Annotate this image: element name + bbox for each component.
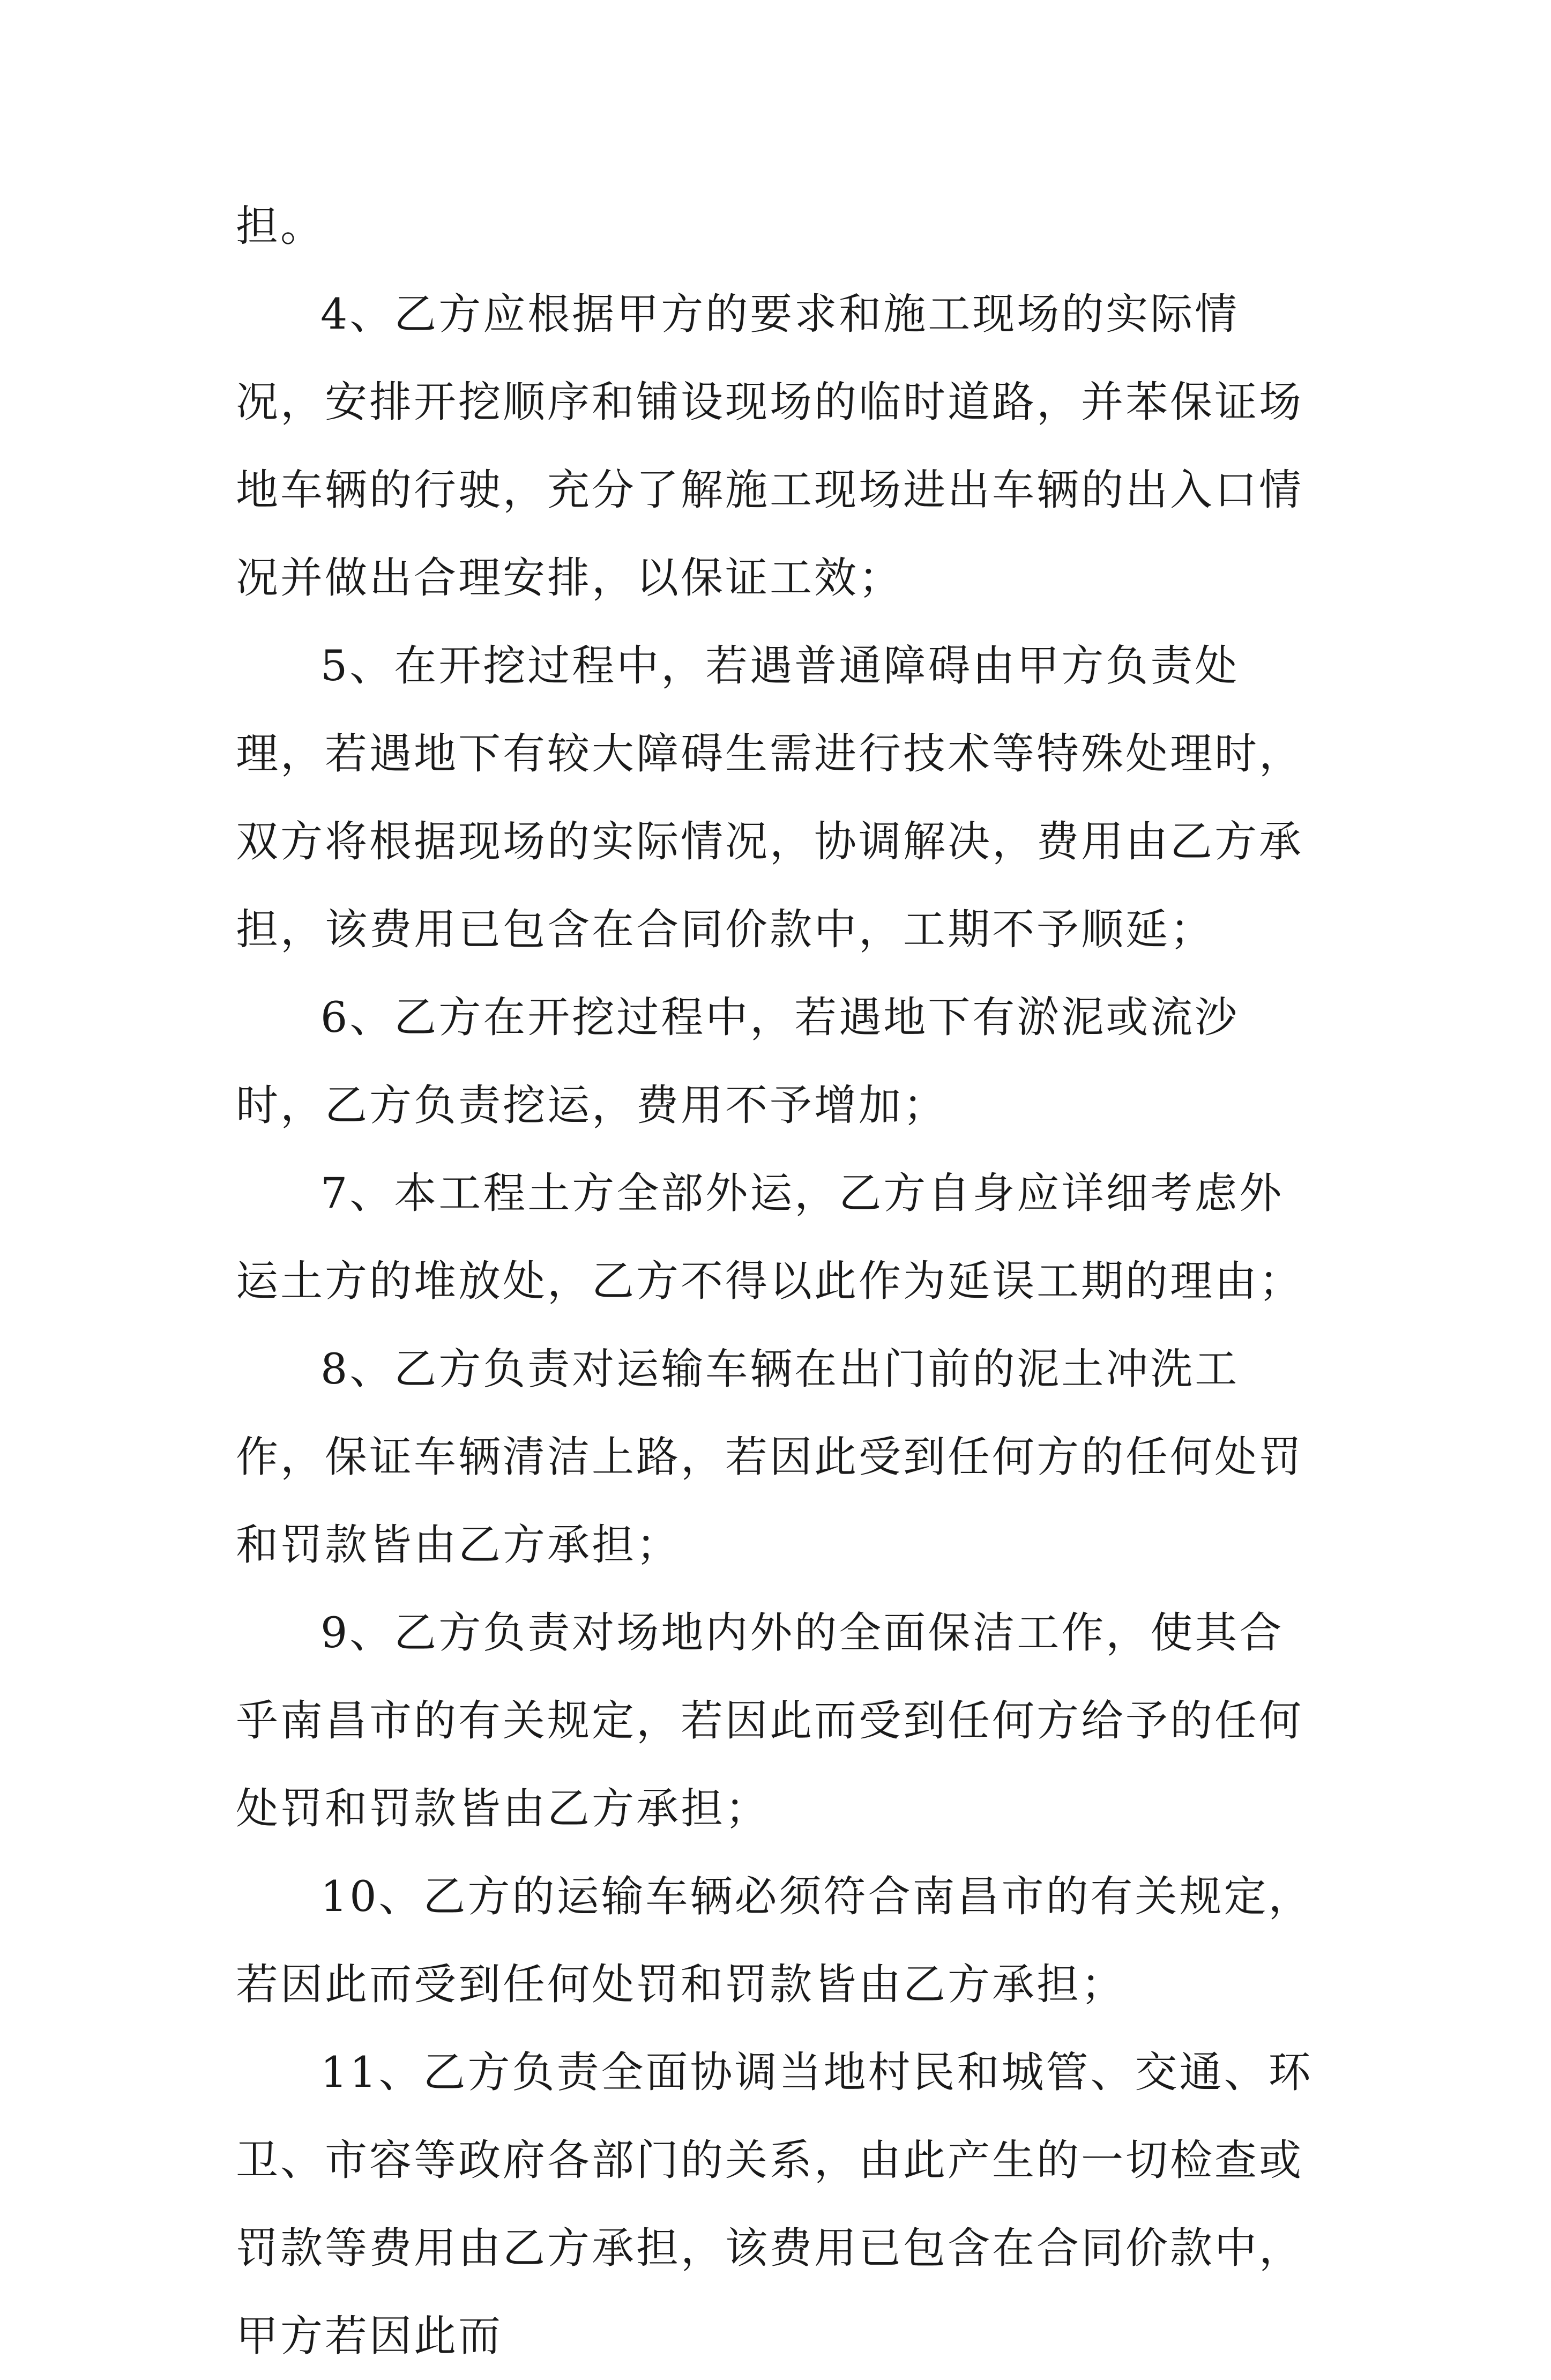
clause-9: 9、乙方负责对场地内外的全面保洁工作，使其合乎南昌市的有关规定，若因此而受到任何方给予的任何处罚和罚款皆由乙方承担； xyxy=(236,1608,1303,1833)
clause-10: 10、乙方的运输车辆必须符合南昌市的有关规定，若因此而受到任何处罚和罚款皆由乙方承担； xyxy=(236,1872,1313,2009)
clause-5: 5、在开挖过程中，若遇普通障碍由甲方负责处理，若遇地下有较大障碍生需进行技术等特殊处理时，双方将根据现场的实际情况，协调解决，费用由乙方承担，该费用已包含在合同价款中，工期不予顺延； xyxy=(236,641,1303,954)
clause-7: 7、本工程土方全部外运，乙方自身应详细考虑外运土方的堆放处，乙方不得以此作为延误工期的理由； xyxy=(236,1169,1303,1306)
paragraph-continuation: 担。 xyxy=(236,202,325,251)
clause-6: 6、乙方在开挖过程中，若遇地下有淤泥或流沙时，乙方负责挖运，费用不予增加； xyxy=(236,993,1240,1130)
clause-4: 4、乙方应根据甲方的要求和施工现场的实际情况，安排开挖顺序和铺设现场的临时道路，并苯保证场地车辆的行驶，充分了解施工现场进出车辆的出入口情况并做出合理安排，以保证工效； xyxy=(236,289,1303,603)
clause-11: 11、乙方负责全面协调当地村民和城管、交通、环卫、市容等政府各部门的关系，由此产生的一切检查或罚款等费用由乙方承担，该费用已包含在合同价款中，甲方若因此而 xyxy=(236,2048,1313,2361)
document-body xyxy=(236,182,1324,2380)
clause-8: 8、乙方负责对运输车辆在出门前的泥土冲洗工作，保证车辆清洁上路，若因此受到任何方的任何处罚和罚款皆由乙方承担； xyxy=(236,1344,1303,1570)
